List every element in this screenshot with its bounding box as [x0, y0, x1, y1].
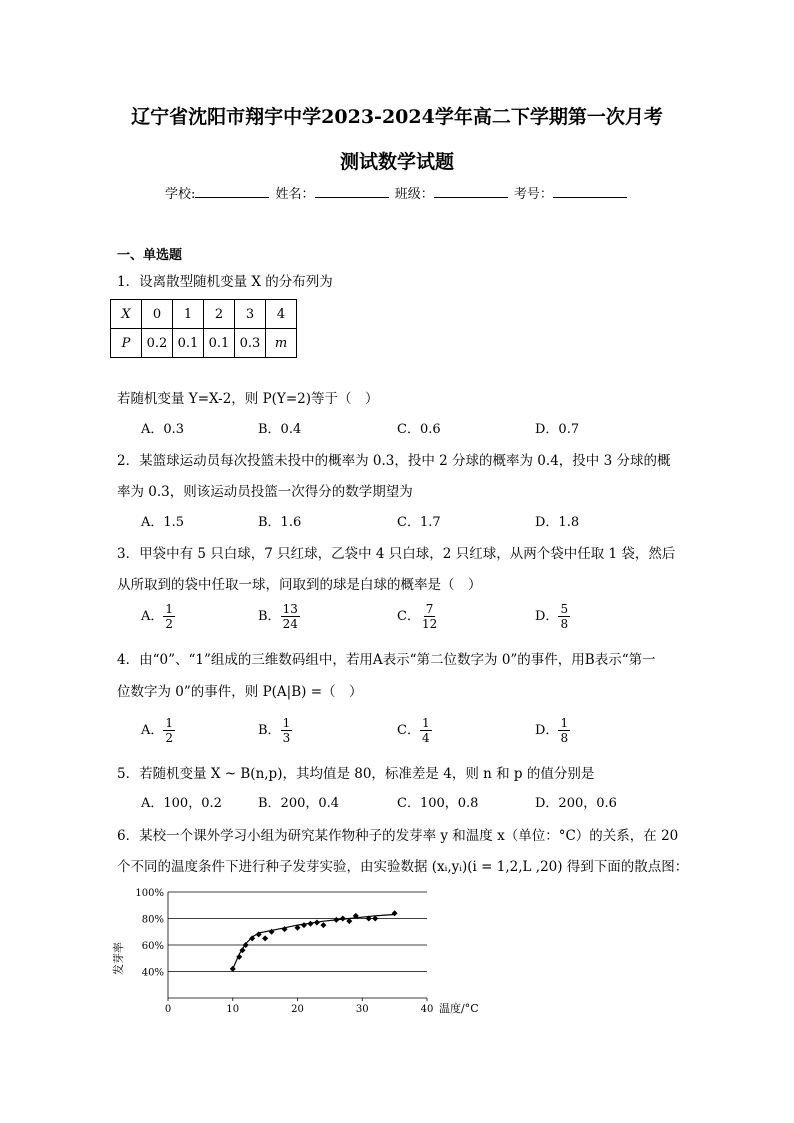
school-blank[interactable]: [195, 185, 269, 198]
y-tick-label: 40%: [141, 967, 164, 979]
q3-line1: 3．甲袋中有 5 只白球，7 只红球，乙袋中 4 只白球，2 只红球，从两个袋中任取 1 袋，然后: [117, 546, 676, 562]
table-cell: X: [111, 300, 142, 329]
option-label: D．: [535, 609, 559, 624]
data-point: [340, 916, 346, 922]
numerator: 1: [560, 716, 569, 730]
fraction: [558, 716, 570, 745]
exam-number-label: 考号：: [513, 187, 553, 202]
q5-option-b[interactable]: B．200，0.4: [258, 796, 340, 811]
table-cell: P: [111, 329, 142, 358]
page-title-line1: 辽宁省沈阳市翔宇中学2023-2024学年高二下学期第一次月考: [131, 106, 663, 128]
fraction: [163, 716, 175, 745]
q4-option-d[interactable]: [535, 716, 570, 745]
numerator: 13: [282, 602, 298, 616]
q2-option-b[interactable]: B．1.6: [258, 515, 302, 530]
data-point: [230, 966, 236, 972]
q5-line1: 5．若随机变量 X ~ B(n,p)，其均值是 80，标准差是 4，则 n 和 p 的值分别是: [117, 766, 595, 782]
table-cell: 0.1: [173, 329, 204, 358]
data-point: [314, 919, 320, 925]
q3-option-c[interactable]: [397, 602, 439, 631]
denominator: 8: [560, 617, 569, 631]
class-blank[interactable]: [434, 185, 508, 198]
option-label: C．: [397, 723, 420, 738]
table-cell: 0: [142, 300, 173, 329]
q2-option-a[interactable]: A．1.5: [141, 515, 185, 530]
option-label: B．: [258, 609, 281, 624]
denominator: 4: [421, 731, 430, 745]
fraction: [281, 602, 300, 631]
q2-option-d[interactable]: D．1.8: [535, 515, 580, 530]
school-label: 学校:: [165, 187, 196, 202]
option-label: D．: [535, 723, 559, 738]
q1-stem: 1．设离散型随机变量 X 的分布列为: [117, 274, 333, 290]
option-label: A．: [141, 609, 164, 624]
x-axis-label: 温度/°C: [439, 1002, 479, 1015]
q1-follow: 若随机变量 Y=X-2，则 P(Y=2)等于（ ）: [117, 391, 379, 407]
data-point: [262, 935, 268, 941]
data-point: [320, 922, 326, 928]
table-cell: 0.1: [204, 329, 235, 358]
denominator: 3: [282, 731, 291, 745]
x-tick-label: 10: [226, 1004, 240, 1015]
section-heading: 一、单选题: [117, 248, 183, 263]
numerator: 1: [165, 602, 174, 616]
table-cell: 0.3: [235, 329, 266, 358]
option-label: B．: [258, 723, 281, 738]
q2-line1: 2．某篮球运动员每次投篮未投中的概率为 0.3，投中 2 分球的概率为 0.4，投中 3 分球的概: [117, 453, 671, 469]
table-row: [111, 329, 297, 358]
q1-option-c[interactable]: C．0.6: [397, 422, 441, 437]
q3-option-b[interactable]: [258, 602, 300, 631]
table-cell: 2: [204, 300, 235, 329]
denominator: 2: [165, 731, 174, 745]
data-point: [307, 921, 313, 927]
q2-option-c[interactable]: C．1.7: [397, 515, 441, 530]
distribution-table: [110, 299, 297, 358]
numerator: 5: [560, 602, 569, 616]
q5-option-a[interactable]: A．100，0.2: [141, 796, 222, 811]
table-cell: 4: [266, 300, 297, 329]
y-tick-label: 100%: [135, 888, 164, 899]
x-tick-label: 0: [164, 1004, 172, 1015]
numerator: 7: [425, 602, 434, 616]
table-row: [111, 300, 297, 329]
fraction: [281, 716, 293, 745]
y-axis-label: 发芽率: [112, 942, 125, 975]
x-tick-label: 20: [291, 1004, 304, 1015]
denominator: 24: [282, 617, 298, 631]
scatter-chart: [110, 880, 510, 1020]
option-label: C．: [397, 609, 420, 624]
x-tick-label: 40: [420, 1004, 434, 1015]
table-cell: 0.2: [142, 329, 173, 358]
y-tick-label: 80%: [141, 914, 164, 926]
fit-curve-group: [233, 915, 395, 969]
scatter-points: [230, 910, 398, 972]
q4-line1: 4．由“0”、“1”组成的三维数码组中，若用A表示“第二位数字为 0”的事件，用B表示“第一: [117, 652, 656, 668]
data-point: [301, 922, 307, 928]
denominator: 2: [165, 617, 174, 631]
q1-option-a[interactable]: A．0.3: [141, 422, 185, 437]
data-point: [392, 910, 398, 916]
name-blank[interactable]: [315, 185, 389, 198]
table-cell: m: [266, 329, 297, 358]
numerator: 1: [282, 716, 291, 730]
data-point: [333, 917, 339, 923]
table-cell: 3: [235, 300, 266, 329]
table-cell: 1: [173, 300, 204, 329]
denominator: 8: [560, 731, 569, 745]
exam-number-blank[interactable]: [553, 185, 627, 198]
y-tick-label: 60%: [141, 941, 164, 952]
q4-line2: 位数字为 0”的事件，则 P(A|B) =（ ）: [117, 684, 363, 700]
q1-option-d[interactable]: D．0.7: [535, 422, 580, 437]
option-label: A．: [141, 723, 164, 738]
numerator: 1: [165, 716, 174, 730]
q2-line2: 率为 0.3，则该运动员投篮一次得分的数学期望为: [117, 484, 413, 500]
q4-option-c[interactable]: [397, 716, 432, 745]
numerator: 1: [421, 716, 430, 730]
fit-curve: [233, 915, 395, 969]
q6-line2: 个不同的温度条件下进行种子发芽实验，由实验数据 (xᵢ,yᵢ)(i = 1,2,L ,20) 得到下面的散点图：: [117, 859, 689, 875]
axis-labels: [111, 888, 479, 1015]
q4-option-b[interactable]: [258, 716, 292, 745]
q3-line2: 从所取到的袋中任取一球，问取到的球是白球的概率是（ ）: [117, 577, 482, 593]
gridlines: [168, 892, 427, 972]
q3-option-d[interactable]: [535, 602, 570, 631]
q4-option-a[interactable]: [141, 716, 175, 745]
q5-option-d[interactable]: D．200，0.6: [535, 796, 617, 811]
x-tick-label: 30: [355, 1004, 369, 1015]
page-title-line2: 测试数学试题: [339, 151, 454, 173]
q6-line1: 6．某校一个课外学习小组为研究某作物种子的发芽率 y 和温度 x（单位：°C）的关系，在 20: [117, 828, 679, 844]
q3-option-a[interactable]: [141, 602, 175, 631]
fraction: [420, 602, 439, 631]
name-label: 姓名：: [275, 187, 315, 202]
class-label: 班级：: [394, 187, 434, 202]
q1-option-b[interactable]: B．0.4: [258, 422, 302, 437]
q5-option-c[interactable]: C．100，0.8: [397, 796, 479, 811]
denominator: 12: [421, 617, 438, 631]
fraction: [558, 602, 570, 631]
axes: [168, 892, 427, 1001]
student-info: [165, 183, 629, 202]
fraction: [163, 602, 175, 631]
fraction: [420, 716, 432, 745]
